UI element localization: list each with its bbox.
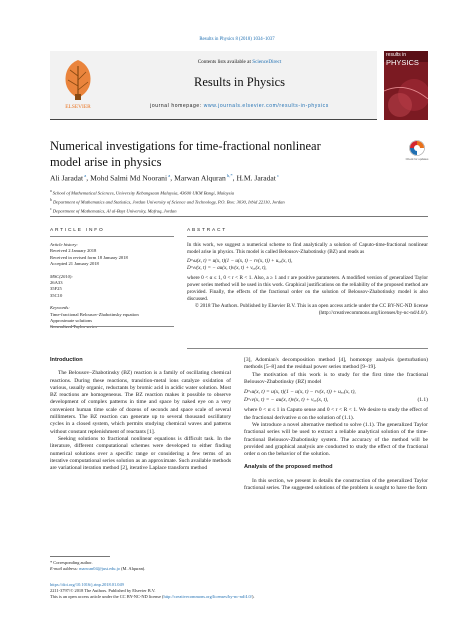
footnotes — [50, 560, 250, 572]
keywords-label: Keywords: — [50, 305, 70, 311]
body-paragraph: We introduce a novel alternative method to solve (1.1). The generalized Taylor fractional series will be used to extract a reliable analytical solution of the time-fractional Belousov-Zhabotinsky system. The accuracy of the method will be provided and graphical analysis are conducted to study the effect of the fractional order α on the behavior of the solution. — [244, 421, 428, 458]
author-separator: , — [170, 173, 175, 183]
check-badge-label: Check for updates — [405, 157, 429, 161]
body-column-right — [244, 357, 428, 492]
author-list — [50, 173, 420, 183]
equation-line: Dᵅₜu(x, t) = u(x, t)(1 − u(x, t) − rv(x, t)) + uₓₓ(x, t), — [187, 258, 293, 264]
keyword-item: Approximate solutions — [50, 318, 92, 324]
email-line — [50, 566, 250, 572]
body-paragraph: Seeking solutions to fractional nonlinear equations is difficult task. In the literature, different computational schemes were developed to either finding numerical solutions over a specific range or considering a few terms of an iterative computational series solution as an approximate. Such available methods are variational iteration method [2], iterative Laplace transform method — [50, 435, 231, 472]
history-item: Accepted 21 January 2018 — [50, 261, 99, 267]
body-paragraph: In this section, we present in details the construction of the generalized Taylor fractional series. The suggested solutions of the problem is sought to have the form — [244, 477, 428, 492]
abstract-paragraph: In this work, we suggest a numerical scheme to find analytically a solution of Caputo-time-fractional nonlinear model arise in physics. This model is called Belousov-Zhabotinsky (BZ) and reads as — [187, 242, 428, 255]
affiliation-text: Department of Mathematics and Statistics, Jordan University of Science and Technology, P.O. Box: 3030, Irbid 22110, Jordan — [51, 199, 285, 205]
affiliation-item — [50, 197, 430, 206]
equation-line-numbered — [244, 397, 428, 405]
article-info-heading: ARTICLE INFO — [50, 228, 105, 233]
doi-link[interactable]: https://doi.org/10.1016/j.rinp.2018.01.049 — [50, 582, 124, 587]
check-for-updates-icon[interactable] — [405, 139, 429, 165]
keyword-item: Generalized Taylor series — [50, 324, 97, 330]
history-item: Received in revised form 18 January 2018 — [50, 254, 128, 260]
body-paragraph: where 0 < α ≤ 1 in Caputo sense and 0 < r < R < 1. We desire to study the effect of the fractional derivative α on the solution of (1.1). — [244, 407, 428, 421]
license-prefix: This is an open access article under the CC BY-NC-ND license ( — [50, 594, 164, 600]
author-name[interactable]: Marwan Alquran — [174, 173, 226, 183]
journal-reference-link[interactable]: Results in Physics 8 (2018) 1034–1037 — [199, 37, 275, 42]
affiliation-marker: b — [50, 197, 52, 202]
msc-item: 35F25 — [50, 286, 62, 292]
body-paragraph: The motivation of this work is to study for the first time the fractional Belousov-Zhabotinsky (BZ) model — [244, 371, 428, 385]
sciencedirect-link[interactable]: ScienceDirect — [252, 59, 282, 65]
msc-item: 26A33 — [50, 280, 63, 286]
equation-text: Dᵅₜv(x, t) = − au(x, t)v(x, t) + vₓₓ(x, t), — [244, 396, 329, 403]
author-affiliation-marker[interactable]: c — [275, 173, 280, 178]
equation-line: Dᵅₜu(x, t) = u(x, t)(1 − u(x, t) − rv(x, t)) + uₓₓ(x, t), — [244, 389, 356, 396]
abstract-rule — [187, 236, 428, 237]
author-separator: , — [86, 173, 91, 183]
copyright-notice: © 2018 The Authors. Published by Elsevier B.V. This is an open access article under the CC BY-NC-ND license (http://creativecommons.org/licenses/by-nc-nd/4.0/). — [194, 302, 428, 316]
license-suffix: ). — [251, 594, 255, 600]
affiliation-item — [50, 206, 430, 215]
journal-title: Results in Physics — [194, 75, 285, 89]
cover-title-small: results in — [386, 52, 407, 58]
contents-available-line — [102, 59, 377, 65]
analysis-heading: Analysis of the proposed method — [244, 464, 333, 471]
abstract-body — [187, 242, 428, 317]
license-link[interactable]: http://creativecommons.org/licenses/by-nc-nd/4.0/ — [163, 594, 252, 600]
affiliation-text: Department of Mathematics, Al al-Bayt University, Mafraq, Jordan — [51, 208, 177, 214]
history-label: Article history: — [50, 242, 78, 247]
author-name[interactable]: H.M. Jaradat — [236, 173, 276, 183]
author-name[interactable]: Mohd Salmi Md Noorani — [90, 173, 168, 183]
body-column-left — [50, 357, 231, 472]
equation-line: Dᵅₜv(x, t) = − au(x, t)v(x, t) + vₓₓ(x, t), — [187, 265, 267, 272]
corresponding-author-note: * Corresponding author. — [50, 560, 93, 565]
affiliation-marker: c — [50, 206, 52, 211]
contents-prefix: Contents lists available at — [197, 59, 253, 65]
issn-line: 2211-3797/© 2018 The Authors. Published by Elsevier B.V. — [50, 588, 156, 594]
cover-title-big: PHYSICS — [386, 58, 419, 67]
affiliation-text: School of Mathematical Sciences, University Kebangsaan Malaysia, 43600 UKM Bangi, Malaysia — [51, 190, 235, 196]
header-divider — [50, 216, 428, 217]
msc-item: 35C10 — [50, 292, 63, 298]
article-info-rule — [50, 236, 174, 237]
email-label: E-mail address: — [50, 566, 80, 572]
introduction-heading: Introduction — [50, 357, 83, 363]
author-affiliation-marker[interactable]: b,* — [225, 173, 233, 178]
history-item: Received 2 January 2018 — [50, 248, 97, 254]
body-paragraph: [3], Adomian's decomposition method [4], homotopy analysis (perturbation) methods [5–8] and the residual power series method [9–19]. — [244, 357, 428, 371]
abstract-paragraph: where 0 < α ≤ 1, 0 < r < R < 1. Also, a ≥ 1 and r are positive parameters. A modified version of generalized Taylor power series method will be used in this work. Graphical justifications on the reliability of the proposed method are provided. Finally, the effects of the fractional order on the solution of Belousov-Zhabotinsky model is also discussed. — [187, 274, 428, 302]
body-paragraph: The Belousov–Zhabotinsky (BZ) reaction is a family of oscillating chemical reactions. During these reactions, transition-metal ions catalyze oxidation of various, usually organic, reductants by bromic acid in acidic water solution. Most BZ reactions are homogeneous. The BZ reaction makes it possible to observe development of complex patterns in time and space by naked eye on a very convenient human time scale of dozens of seconds and space scale of several millimeters. The BZ reaction can generate up to several thousand oscillatory cycles in a closed system, which permits studying chemical waves and patterns without constant replenishment of reactants [1]. — [50, 370, 231, 435]
journal-homepage-line — [102, 103, 377, 109]
email-suffix: (M. Alquran). — [119, 566, 146, 572]
affiliation-marker: a — [50, 189, 52, 193]
affiliation-list — [50, 188, 430, 215]
author-separator: , — [232, 173, 237, 183]
msc-label: MSC(2010): — [50, 273, 73, 279]
abstract-heading: ABSTRACT — [187, 228, 227, 233]
email-link[interactable]: marwan04@just.edu.jo — [79, 566, 120, 572]
homepage-link[interactable]: www.journals.elsevier.com/results-in-physics — [203, 103, 329, 109]
footnote-rule — [50, 556, 110, 557]
abstract-equation — [187, 258, 428, 273]
article-info-bottom-rule — [50, 326, 174, 327]
article-title: Numerical investigations for time-fractional nonlinear model arise in physics — [50, 139, 321, 169]
author-name[interactable]: Ali Jaradat — [50, 173, 84, 183]
keyword-item: Time-fractional Belousov-Zhabotinsky equation — [50, 311, 139, 317]
publication-footer — [50, 582, 430, 601]
equation-number: (1.1) — [417, 396, 428, 403]
elsevier-logo-icon[interactable] — [54, 54, 102, 112]
publisher-name: ELSEVIER — [65, 104, 91, 110]
abstract-bottom-rule — [187, 348, 428, 349]
author-affiliation-marker[interactable]: a — [83, 173, 87, 178]
article-info-panel — [50, 242, 174, 331]
affiliation-item — [50, 188, 430, 197]
author-affiliation-marker[interactable]: a — [167, 173, 171, 178]
homepage-prefix: journal homepage: — [150, 103, 204, 109]
license-line — [50, 594, 430, 600]
